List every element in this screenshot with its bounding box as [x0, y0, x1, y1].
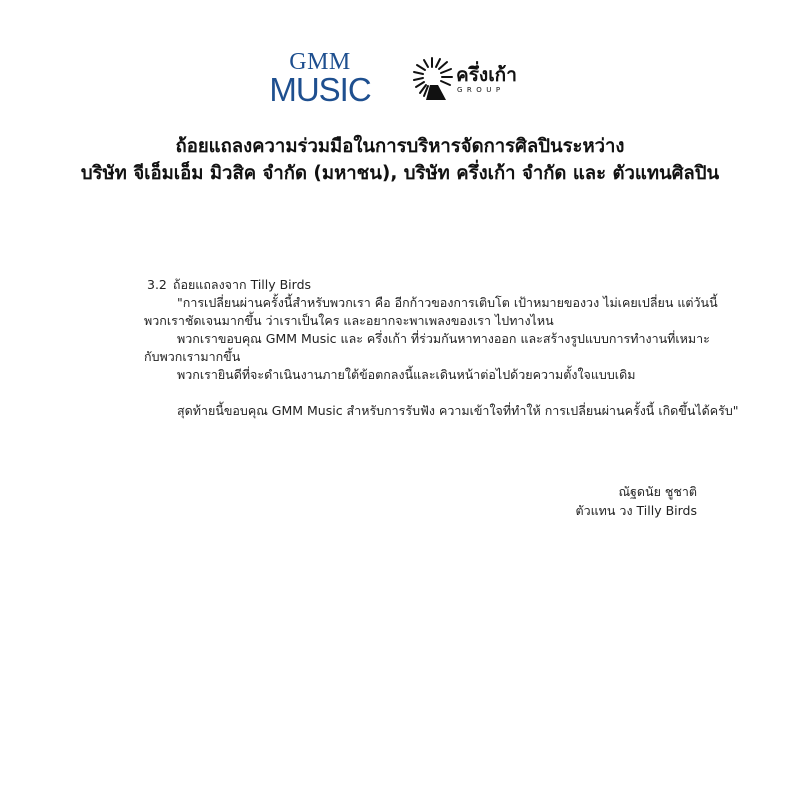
krueng-kao-logo-sub: GROUP: [457, 86, 505, 94]
section-heading: [147, 276, 707, 294]
gmm-music-logo: [268, 50, 372, 106]
section-number: 3.2: [147, 277, 167, 292]
gmm-logo-top: GMM: [289, 49, 351, 75]
paragraph-2-line-1: พวกเราขอบคุณ GMM Music และ ครึ่งเก้า ที่ร่วมกันหาทางออก และสร้างรูปแบบการทำงานที่เหมาะ: [177, 331, 710, 346]
title-line-1: ถ้อยแถลงความร่วมมือในการบริหารจัดการศิลปินระหว่าง: [175, 136, 625, 157]
signatory-name: ณัฐดนัย ชูชาติ: [618, 484, 697, 499]
gmm-logo-bottom: MUSIC: [269, 71, 371, 108]
document-title: [0, 133, 800, 187]
paragraph-1-line-2: พวกเราชัดเจนมากขึ้น ว่าเราเป็นใคร และอยากจะพาเพลงของเรา ไปทางไหน: [144, 313, 554, 328]
sunburst-icon: [410, 55, 456, 105]
signature-block: [575, 482, 697, 520]
statement-body: [144, 276, 739, 420]
paragraph-spacer: [147, 384, 707, 402]
krueng-kao-logo-name: ครึ่งเก้า: [456, 64, 517, 86]
signatory-role: ตัวแทน วง Tilly Birds: [575, 503, 697, 518]
paragraph-2-line-2: กับพวกเรามากขึ้น: [144, 349, 241, 364]
paragraph-1-line-1: "การเปลี่ยนผ่านครั้งนี้สำหรับพวกเรา คือ อีกก้าวของการเติบโต เป้าหมายของวง ไม่เคยเปลี่ยน แต่วันนี้: [177, 295, 718, 310]
paragraph-3-line-1: พวกเรายินดีที่จะดำเนินงานภายใต้ข้อตกลงนี้และเดินหน้าต่อไปด้วยความตั้งใจแบบเดิม: [177, 367, 636, 382]
section-heading-text: ถ้อยแถลงจาก Tilly Birds: [172, 277, 312, 292]
paragraph-4-line-1: สุดท้ายนี้ขอบคุณ GMM Music สำหรับการรับฟัง ความเข้าใจที่ทำให้ การเปลี่ยนผ่านครั้งนี้ เกิดขึ้นได้ครับ": [177, 403, 739, 418]
krueng-kao-logo: [410, 55, 540, 105]
title-line-2: บริษัท จีเอ็มเอ็ม มิวสิค จำกัด (มหาชน), บริษัท ครึ่งเก้า จำกัด และ ตัวแทนศิลปิน: [80, 163, 720, 184]
